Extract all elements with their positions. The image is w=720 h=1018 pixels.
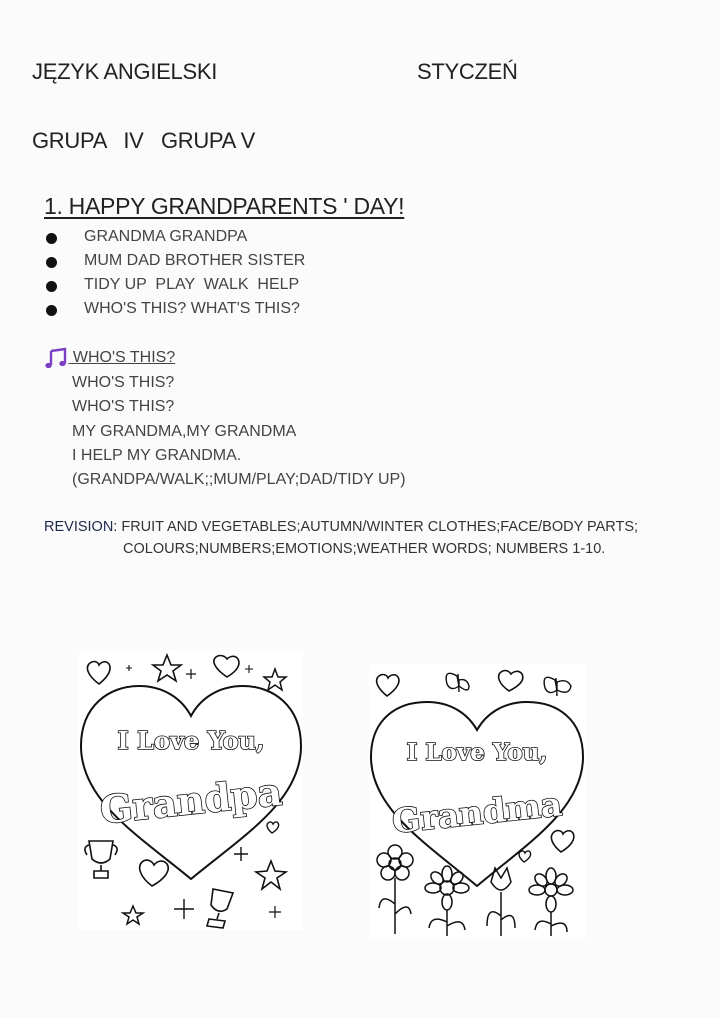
revision-label: REVISION: [44, 519, 118, 535]
grandpa-coloring-page [79, 651, 303, 930]
song-title: WHO'S THIS? [68, 349, 176, 366]
bullet-icon [46, 305, 57, 316]
subject-heading: JĘZYK ANGIELSKI [32, 59, 218, 84]
song-line: WHO'S THIS? [72, 398, 175, 415]
grandpa-line-2: Grandpa [97, 768, 285, 833]
song-title-row [44, 346, 175, 370]
revision-topics-1: FRUIT AND VEGETABLES;AUTUMN/WINTER CLOTHES;FACE/BODY PARTS; [117, 519, 639, 535]
list-item-text: WHO'S THIS? WHAT'S THIS? [84, 300, 300, 317]
song-line: WHO'S THIS? [72, 374, 175, 391]
grandma-line-1: I Love You, [406, 739, 548, 766]
song-line: (GRANDPA/WALK;;MUM/PLAY;DAD/TIDY UP) [72, 471, 406, 488]
song-line: I HELP MY GRANDMA. [72, 447, 242, 464]
grandma-coloring-page [369, 664, 586, 939]
list-item-text: MUM DAD BROTHER SISTER [84, 252, 306, 269]
revision-topics-2: COLOURS;NUMBERS;EMOTIONS;WEATHER WORDS; NUMBERS 1-10. [123, 541, 606, 557]
month-heading: STYCZEŃ [417, 59, 518, 84]
grandma-line-2: Grandma [390, 784, 564, 841]
bullet-icon [46, 281, 57, 292]
section-title: 1. HAPPY GRANDPARENTS ' DAY! [44, 193, 405, 219]
list-item-text: TIDY UP PLAY WALK HELP [84, 276, 300, 293]
groups-heading: GRUPA IV GRUPA V [32, 128, 256, 153]
grandpa-line-1: I Love You, [117, 726, 265, 755]
song-line: MY GRANDMA,MY GRANDMA [72, 423, 297, 440]
bullet-icon [46, 233, 57, 244]
revision-line-1 [44, 519, 638, 535]
music-note-icon [44, 346, 68, 370]
list-item-text: GRANDMA GRANDPA [84, 228, 248, 245]
bullet-icon [46, 257, 57, 268]
